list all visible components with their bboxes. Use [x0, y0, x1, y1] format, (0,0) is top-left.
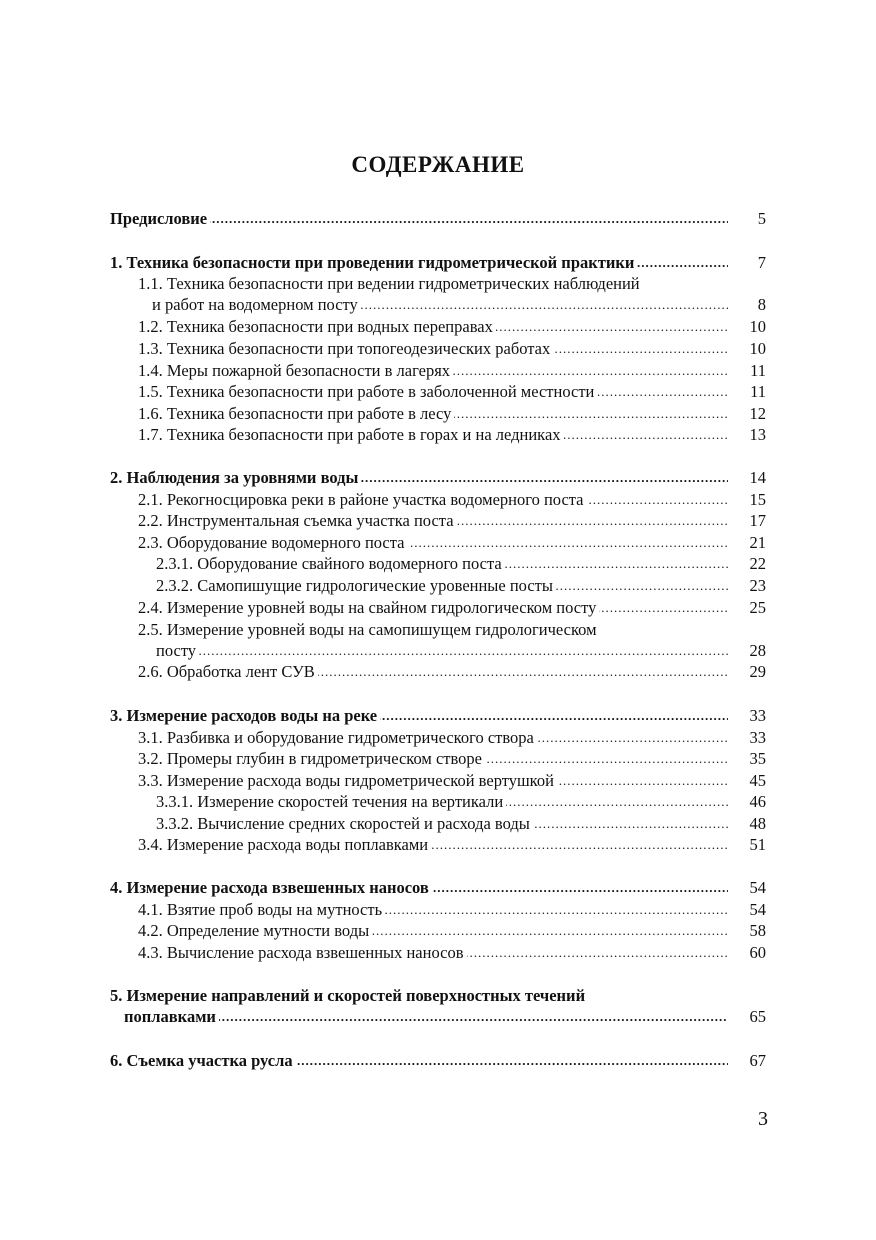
toc-entry-title: 1.7. Техника безопасности при работе в горах и на ледниках	[138, 425, 564, 444]
toc-entry-line	[156, 813, 728, 835]
toc-page-number: 29	[749, 662, 766, 681]
toc-entry-line	[110, 877, 728, 899]
toc-entry-line	[138, 381, 728, 403]
toc-entry-line	[138, 834, 728, 856]
toc-entry-line	[138, 489, 728, 511]
toc-entry-line	[110, 467, 728, 489]
toc-entry-title: 1.6. Техника безопасности при работе в лесу	[138, 404, 454, 423]
toc-entry-line	[138, 748, 728, 770]
toc-page-number: 10	[749, 317, 766, 336]
toc-entry-title: 2. Наблюдения за уровнями воды	[110, 468, 361, 487]
toc-entry-line	[156, 575, 728, 597]
toc-entry-title: 1.1. Техника безопасности при ведении гидрометрических наблюдений	[138, 274, 643, 293]
toc-page-number: 60	[749, 943, 766, 962]
toc-entry-title: 4. Измерение расхода взвешенных наносов	[110, 878, 432, 897]
toc-page-number: 48	[749, 814, 766, 833]
toc-page-number: 14	[749, 468, 766, 487]
toc-entry-title: 2.3.1. Оборудование свайного водомерного поста	[156, 554, 505, 573]
toc-page-number: 33	[749, 728, 766, 747]
toc-entry-title: 2.1. Рекогносцировка реки в районе участка водомерного поста	[138, 490, 587, 509]
toc-entry-title: 3.2. Промеры глубин в гидрометрическом створе	[138, 749, 485, 768]
toc-entry-line	[110, 252, 728, 274]
toc-entry-title: 1.5. Техника безопасности при работе в заболоченной местности	[138, 382, 597, 401]
toc-entry-line	[138, 338, 728, 360]
toc-entry-line	[138, 942, 728, 964]
toc-entry-title: поплавками	[124, 1007, 219, 1026]
toc-entry-line	[138, 532, 728, 554]
toc-entry-title: 4.3. Вычисление расхода взвешенных наносов	[138, 943, 467, 962]
toc-entry-title: 2.2. Инструментальная съемка участка поста	[138, 511, 457, 530]
toc-page-number: 51	[749, 835, 766, 854]
toc-page-number: 58	[749, 921, 766, 940]
toc-page-number: 35	[749, 749, 766, 768]
toc-entry-title: 3.1. Разбивка и оборудование гидрометрического створа	[138, 728, 537, 747]
toc-entry-title: 3.3.1. Измерение скоростей течения на вертикали	[156, 792, 506, 811]
toc-entry-line	[156, 791, 728, 813]
toc-page-number: 15	[749, 490, 766, 509]
toc-entry-title: 5. Измерение направлений и скоростей поверхностных течений	[110, 986, 588, 1005]
toc-entry-line	[110, 208, 728, 230]
toc-page-number: 67	[749, 1051, 766, 1070]
toc-page-number: 7	[757, 253, 766, 272]
toc-page-number: 10	[749, 339, 766, 358]
toc-entry-title: 3.3. Измерение расхода воды гидрометрической вертушкой	[138, 771, 557, 790]
toc-entry-line	[110, 705, 728, 727]
toc-page-number: 33	[749, 706, 766, 725]
toc-entry-line	[138, 661, 728, 683]
toc-page-number: 8	[757, 295, 766, 314]
toc-entry-title: 2.4. Измерение уровней воды на свайном гидрологическом посту	[138, 598, 599, 617]
toc-entry-title: 4.1. Взятие проб воды на мутность	[138, 900, 385, 919]
toc-entry-line	[124, 1006, 728, 1028]
toc-entry-title: 1.3. Техника безопасности при топогеодезических работах	[138, 339, 553, 358]
toc-entry-title: и работ на водомерном посту	[152, 295, 361, 314]
toc-page-number: 45	[749, 771, 766, 790]
toc-page-number: 13	[749, 425, 766, 444]
toc-page-number: 11	[750, 361, 766, 380]
toc-entry-line	[110, 1050, 728, 1072]
toc-page-number: 21	[749, 533, 766, 552]
toc-entry-title: 2.6. Обработка лент СУВ	[138, 662, 318, 681]
toc-entry-title: 2.5. Измерение уровней воды на самопишущем гидрологическом	[138, 620, 600, 639]
toc-entry-line	[138, 727, 728, 749]
toc-entry-line	[138, 273, 778, 295]
toc-page-number: 11	[750, 382, 766, 401]
toc-page-number: 46	[749, 792, 766, 811]
toc-entry-line	[138, 360, 728, 382]
toc-entry-line	[156, 640, 728, 662]
toc-entry-line	[138, 316, 728, 338]
toc-entry-line	[138, 619, 778, 641]
toc-entry-title: 2.3.2. Самопишущие гидрологические уровенные посты	[156, 576, 556, 595]
toc-entry-line	[152, 294, 728, 316]
toc-entry-line	[138, 424, 728, 446]
toc-page-number: 28	[749, 641, 766, 660]
toc-entry-title: 1.4. Меры пожарной безопасности в лагерях	[138, 361, 453, 380]
toc-entry-line	[138, 403, 728, 425]
toc-entry-title: 1. Техника безопасности при проведении гидрометрической практики	[110, 253, 637, 272]
toc-entry-title: 6. Съемка участка русла	[110, 1051, 296, 1070]
toc-page-number: 5	[757, 209, 766, 228]
page-title: СОДЕРЖАНИЕ	[351, 152, 525, 177]
toc-entry-title: 1.2. Техника безопасности при водных переправах	[138, 317, 496, 336]
toc-page-number: 12	[749, 404, 766, 423]
toc-page-number: 54	[749, 878, 766, 897]
toc-entry-title: Предисловие	[110, 209, 210, 228]
toc-entry-title: 3.3.2. Вычисление средних скоростей и расхода воды	[156, 814, 533, 833]
toc-page-number: 65	[749, 1007, 766, 1026]
toc-entry-line	[156, 553, 728, 575]
toc-entry-line	[138, 770, 728, 792]
leader-dots	[156, 640, 728, 662]
toc-entry-line	[110, 985, 750, 1007]
toc-page-number: 23	[749, 576, 766, 595]
toc-page-number: 22	[749, 554, 766, 573]
toc-entry-title: 4.2. Определение мутности воды	[138, 921, 372, 940]
toc-entry-title: 3. Измерение расходов воды на реке	[110, 706, 380, 725]
toc-entry-line	[138, 899, 728, 921]
toc-entry-line	[138, 920, 728, 942]
page-number: 3	[758, 1108, 768, 1130]
toc-entry-title: посту	[156, 641, 199, 660]
toc-entry-title: 3.4. Измерение расхода воды поплавками	[138, 835, 431, 854]
toc-page-number: 54	[749, 900, 766, 919]
toc-entry-line	[138, 510, 728, 532]
toc-page-number: 17	[749, 511, 766, 530]
toc-entry-title: 2.3. Оборудование водомерного поста	[138, 533, 408, 552]
toc-page-number: 25	[749, 598, 766, 617]
toc-entry-line	[138, 597, 728, 619]
